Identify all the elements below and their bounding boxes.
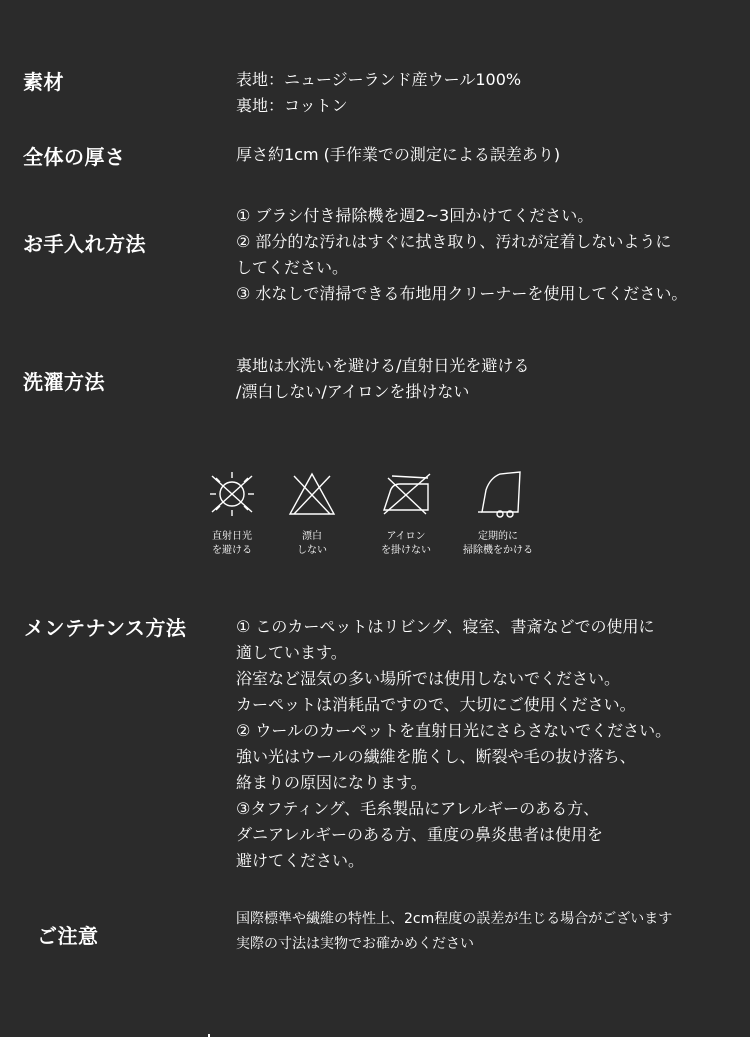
washing-line-2: /漂白しない/アイロンを掛けない: [236, 382, 470, 401]
maintenance-label: メンテナンス方法: [24, 616, 187, 640]
sun-crossed-icon: [202, 468, 262, 520]
no-bleach-icon: [282, 468, 342, 520]
icon-caption-iron-2: を掛けない: [381, 545, 431, 556]
icon-caption-bleach-1: 漂白: [302, 531, 322, 542]
maintenance-line-5: ② ウールのカーペットを直射日光にさらさないでください。: [236, 721, 672, 740]
care-label: お手入れ方法: [23, 232, 146, 256]
thickness-label: 全体の厚さ: [23, 145, 126, 169]
vacuum-icon: [468, 468, 528, 520]
maintenance-line-8: ③タフティング、毛糸製品にアレルギーのある方、: [236, 799, 600, 818]
icon-cell-iron: [366, 468, 446, 558]
material-line-1: 表地：ニュージーランド産ウール100%: [236, 70, 522, 89]
maintenance-line-4: カーペットは消耗品ですので、大切にご使用ください。: [236, 695, 636, 714]
material-line-2: 裏地：コットン: [236, 96, 348, 115]
icon-caption-vacuum-1: 定期的に: [478, 531, 518, 542]
notice-line-2: 実際の寸法は実物でお確かめください: [236, 936, 474, 952]
care-line-3: してください。: [236, 258, 349, 277]
no-iron-icon: [376, 468, 436, 520]
icon-caption-sun-1: 直射日光: [212, 531, 252, 542]
thickness-line-1: 厚さ約1cm (手作業での測定による誤差あり): [236, 145, 561, 164]
icon-caption-iron-1: アイロン: [386, 531, 426, 542]
icon-caption-sun-2: を避ける: [212, 545, 252, 556]
maintenance-line-2: 適しています。: [236, 643, 347, 662]
icon-caption-bleach-2: しない: [297, 545, 327, 556]
thickness-value: [236, 142, 560, 168]
material-label: 素材: [23, 70, 64, 94]
maintenance-line-10: 避けてください。: [236, 851, 365, 870]
care-line-4: ③ 水なしで清掃できる布地用クリーナーを使用してください。: [236, 284, 688, 303]
notice-value: [236, 907, 672, 957]
washing-label: 洗濯方法: [23, 370, 105, 394]
icon-caption-vacuum-2: 掃除機をかける: [463, 545, 533, 556]
care-line-2: ② 部分的な汚れはすぐに拭き取り、汚れが定着しないように: [236, 232, 672, 251]
washing-line-1: 裏地は水洗いを避ける/直射日光を避ける: [236, 356, 530, 375]
maintenance-value: [236, 614, 671, 874]
icon-cell-vacuum: [458, 468, 538, 558]
care-value: [236, 203, 687, 307]
care-line-1: ① ブラシ付き掃除機を週2~3回かけてください。: [236, 206, 594, 225]
notice-label: ご注意: [37, 924, 99, 948]
notice-line-1: 国際標準や繊維の特性上、2cm程度の誤差が生じる場合がございます: [236, 911, 673, 927]
washing-value: [236, 353, 529, 405]
care-icons: [196, 468, 546, 568]
material-value: [236, 67, 521, 119]
maintenance-line-1: ① このカーペットはリビング、寝室、書斎などでの使用に: [236, 617, 655, 636]
maintenance-line-3: 浴室など湿気の多い場所では使用しないでください。: [236, 669, 621, 688]
maintenance-line-7: 絡まりの原因になります。: [236, 773, 427, 792]
maintenance-line-6: 強い光はウールの繊維を脆くし、断裂や毛の抜け落ち、: [236, 747, 636, 766]
icon-cell-sun: [192, 468, 272, 558]
maintenance-line-9: ダニアレルギーのある方、重度の鼻炎患者は使用を: [236, 825, 603, 844]
icon-cell-bleach: [272, 468, 352, 558]
